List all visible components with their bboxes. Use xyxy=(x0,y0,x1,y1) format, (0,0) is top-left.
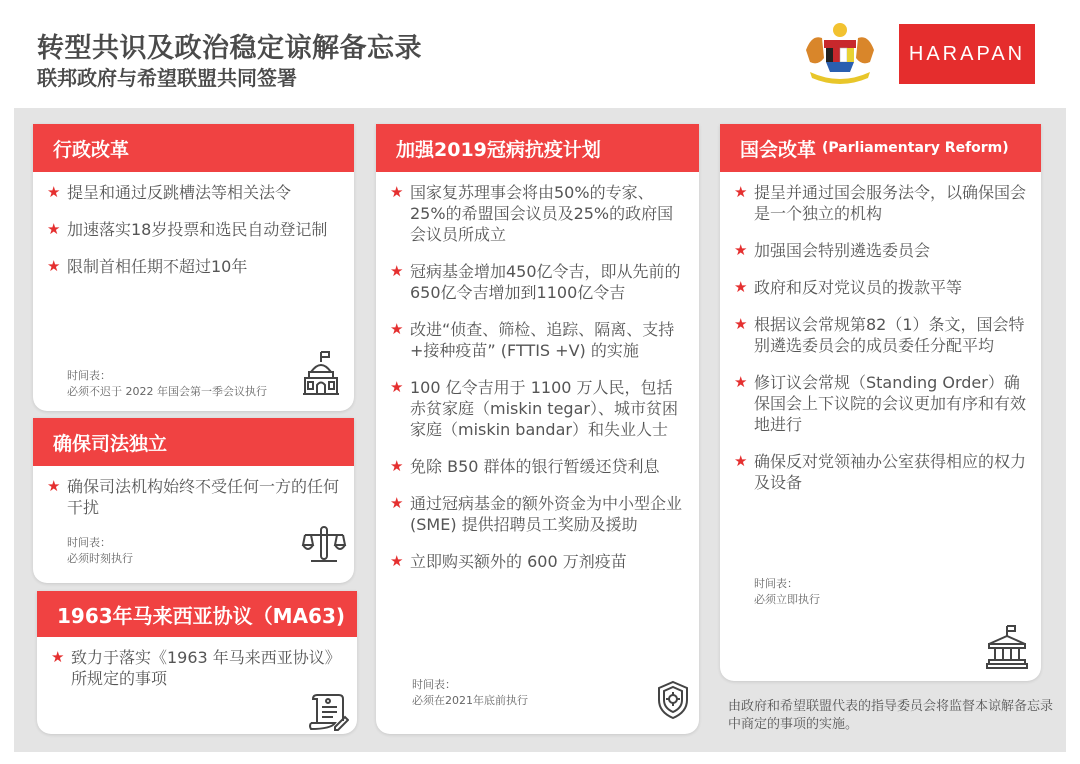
item-text: 改进“侦查、筛检、追踪、隔离、支持+接种疫苗” (FTTIS +V) 的实施 xyxy=(410,320,675,360)
timeline xyxy=(412,677,528,709)
item-text: 加强国会特别遴选委员会 xyxy=(754,241,931,260)
list-item xyxy=(390,493,685,535)
star-bullet-icon: ★ xyxy=(51,648,65,666)
item-text: 限制首相任期不超过10年 xyxy=(67,257,248,276)
scroll-pen-icon xyxy=(309,691,349,735)
card-covid-plan xyxy=(376,124,699,734)
page-subtitle: 联邦政府与希望联盟共同签署 xyxy=(37,66,297,90)
item-text: 根据议会常规第82（1）条文，国会特别遴选委员会的成员委任分配平均 xyxy=(754,315,1025,355)
timeline-label: 时间表： xyxy=(67,369,111,382)
card-title xyxy=(720,124,1041,172)
timeline-label: 时间表： xyxy=(412,678,456,691)
star-bullet-icon: ★ xyxy=(390,457,404,475)
list-item xyxy=(734,240,1027,261)
item-text: 100 亿令吉用于 1100 万人民，包括赤贫家庭（miskin tegar）、城市贫困家庭（miskin bandar）和失业人士 xyxy=(410,378,678,439)
item-text: 致力于落实《1963 年马来西亚协议》所规定的事项 xyxy=(71,648,341,688)
footer-note: 由政府和希望联盟代表的指导委员会将监督本谅解备忘录中商定的事项的实施。 xyxy=(728,699,1054,732)
timeline-value: 必须时刻执行 xyxy=(67,552,133,565)
list-item xyxy=(734,182,1027,224)
list-item xyxy=(734,451,1027,493)
card-ma63 xyxy=(37,591,357,734)
scales-icon xyxy=(301,523,347,569)
card-title-en: (Parliamentary Reform) xyxy=(822,140,1009,156)
timeline-value: 必须在2021年底前执行 xyxy=(412,694,528,707)
star-bullet-icon: ★ xyxy=(734,183,748,201)
page-title: 转型共识及政治稳定谅解备忘录 xyxy=(37,33,422,64)
list-item xyxy=(390,319,685,361)
star-bullet-icon: ★ xyxy=(47,183,61,201)
item-text: 通过冠病基金的额外资金为中小型企业 (SME) 提供招聘员工奖励及援助 xyxy=(410,494,683,534)
card-title: 行政改革 xyxy=(33,124,354,172)
star-bullet-icon: ★ xyxy=(390,183,404,201)
list-item xyxy=(734,314,1027,356)
star-bullet-icon: ★ xyxy=(47,477,61,495)
harapan-logo: HARAPAN xyxy=(899,24,1035,84)
timeline-value: 必须不迟于 2022 年国会第一季会议执行 xyxy=(67,385,267,398)
star-bullet-icon: ★ xyxy=(47,257,61,275)
timeline-label: 时间表： xyxy=(754,577,798,590)
timeline xyxy=(67,368,267,400)
list-item xyxy=(51,647,343,689)
item-text: 确保反对党领袖办公室获得相应的权力及设备 xyxy=(754,452,1027,492)
item-text: 冠病基金增加450亿令吉，即从先前的650亿令吉增加到1100亿令吉 xyxy=(410,262,681,302)
star-bullet-icon: ★ xyxy=(47,220,61,238)
item-text: 国家复苏理事会将由50%的专家、25%的希盟国会议员及25%的政府国会议员所成立 xyxy=(410,183,674,244)
star-bullet-icon: ★ xyxy=(390,320,404,338)
timeline-value: 必须立即执行 xyxy=(754,593,820,606)
star-bullet-icon: ★ xyxy=(734,373,748,391)
item-text: 免除 B50 群体的银行暂缓还贷利息 xyxy=(410,457,660,476)
malaysia-crest-logo xyxy=(800,20,880,88)
timeline-label: 时间表： xyxy=(67,536,111,549)
star-bullet-icon: ★ xyxy=(390,378,404,396)
list-item xyxy=(390,182,685,245)
star-bullet-icon: ★ xyxy=(390,262,404,280)
star-bullet-icon: ★ xyxy=(734,452,748,470)
list-item xyxy=(47,256,340,277)
list-item xyxy=(47,219,340,240)
star-bullet-icon: ★ xyxy=(390,494,404,512)
government-building-icon xyxy=(301,350,341,402)
item-text: 修订议会常规（Standing Order）确保国会上下议院的会议更加有序和有效地进行 xyxy=(754,373,1027,434)
star-bullet-icon: ★ xyxy=(734,241,748,259)
item-text: 提呈并通过国会服务法令，以确保国会是一个独立的机构 xyxy=(754,183,1027,223)
item-text: 提呈和通过反跳槽法等相关法令 xyxy=(67,183,292,202)
list-item xyxy=(47,182,340,203)
item-text: 政府和反对党议员的拨款平等 xyxy=(754,278,963,297)
timeline xyxy=(67,535,133,567)
list-item xyxy=(390,261,685,303)
star-bullet-icon: ★ xyxy=(734,278,748,296)
list-item xyxy=(390,456,685,477)
list-item xyxy=(734,372,1027,435)
star-bullet-icon: ★ xyxy=(734,315,748,333)
timeline xyxy=(754,576,820,608)
list-item xyxy=(390,551,685,572)
card-admin-reform xyxy=(33,124,354,411)
card-title-zh: 国会改革 xyxy=(740,138,817,161)
card-title: 确保司法独立 xyxy=(33,418,354,466)
star-bullet-icon: ★ xyxy=(390,552,404,570)
virus-shield-icon xyxy=(656,680,690,724)
card-judiciary xyxy=(33,418,354,583)
list-item xyxy=(734,277,1027,298)
header xyxy=(0,0,1080,108)
item-text: 确保司法机构始终不受任何一方的任何干扰 xyxy=(67,477,340,517)
card-title: 1963年马来西亚协议（MA63) xyxy=(37,591,357,637)
card-parliament-reform xyxy=(720,124,1041,681)
list-item xyxy=(390,377,685,440)
list-item xyxy=(47,476,340,518)
item-text: 立即购买额外的 600 万剂疫苗 xyxy=(410,552,627,571)
parliament-building-icon xyxy=(985,624,1029,674)
card-title: 加强2019冠病抗疫计划 xyxy=(376,124,699,172)
item-text: 加速落实18岁投票和选民自动登记制 xyxy=(67,220,328,239)
